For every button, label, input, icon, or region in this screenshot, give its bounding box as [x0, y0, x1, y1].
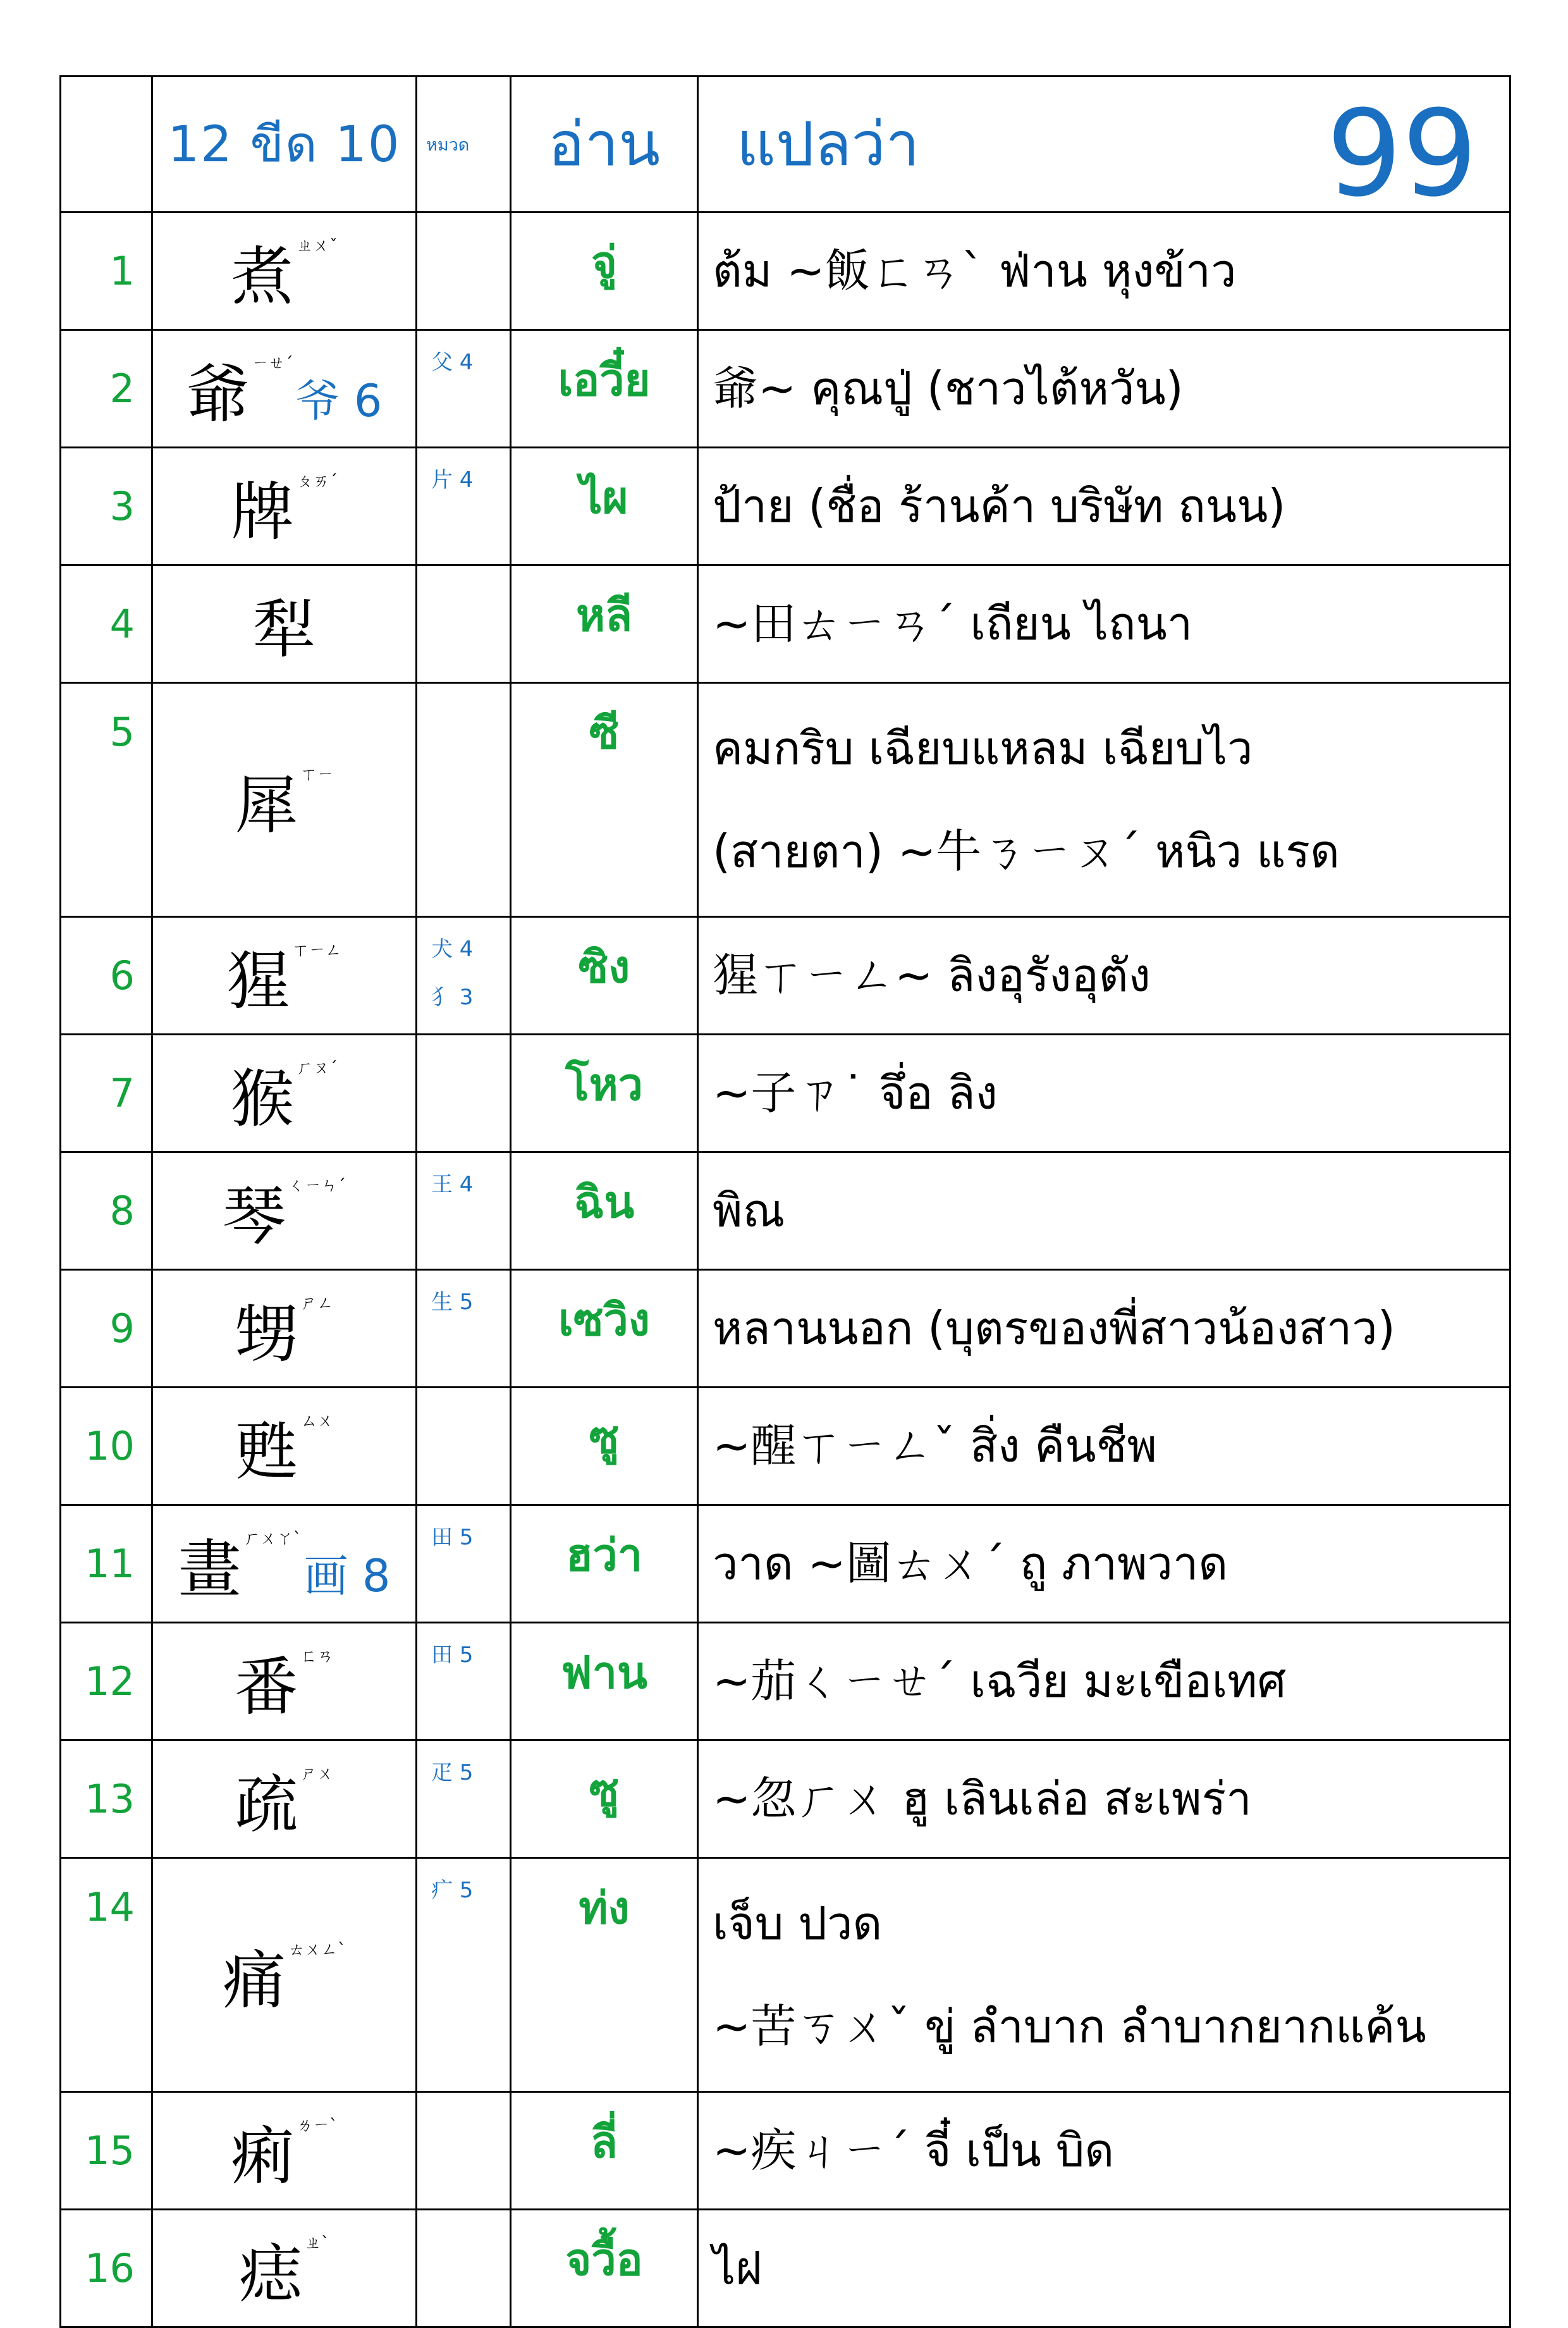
thai-reading: หลี: [511, 565, 698, 683]
radical-cell: 田 5: [417, 1505, 511, 1623]
meaning-line: (สายตา) ~牛ㄋㄧㄡˊ หนิว แรด: [713, 824, 1340, 878]
table-row: [61, 1388, 1510, 1505]
hanzi-character: 犁: [252, 592, 316, 667]
thai-reading: จู่: [511, 212, 698, 330]
thai-reading: โหว: [511, 1035, 698, 1152]
character-cell: [152, 1152, 417, 1270]
thai-reading: ซู: [511, 1388, 698, 1505]
hanzi-character: 甥: [235, 1296, 298, 1371]
hanzi-character: 琴: [222, 1179, 286, 1253]
character-cell: [152, 2092, 417, 2210]
radical-cell: 田 5: [417, 1623, 511, 1740]
meaning-cell: [698, 1505, 1510, 1623]
table-row: [61, 330, 1510, 448]
header-strokes: 12 ขีด 10: [152, 77, 417, 212]
table-row: [61, 2210, 1510, 2327]
hanzi-character: 猩: [226, 944, 290, 1018]
radical-cell: [417, 683, 511, 917]
zhuyin: ㄕㄥ: [300, 1293, 334, 1313]
character-cell: [152, 1035, 417, 1152]
radical-cell: 父 4: [417, 330, 511, 448]
zhuyin: ㄧㄝˊ: [252, 354, 293, 373]
header-meaning: [698, 77, 1510, 223]
table-row: [61, 1152, 1510, 1270]
table-row: [61, 1270, 1510, 1388]
radical-cell: [417, 212, 511, 330]
radical-cell: 王 4: [417, 1152, 511, 1270]
radical-cell: [417, 565, 511, 683]
row-number: 1: [61, 212, 152, 330]
thai-reading: ฮว่า: [511, 1505, 698, 1623]
row-number: 5: [61, 683, 152, 917]
table-row: [61, 683, 1510, 917]
table-row: [61, 2092, 1510, 2210]
hanzi-character: 煮: [230, 239, 294, 314]
header-reading: อ่าน: [511, 77, 698, 212]
table-row: [61, 1035, 1510, 1152]
meaning-line: ป้าย (ชื่อ ร้านค้า บริษัท ถนน): [713, 479, 1286, 533]
hanzi-character: 爺: [186, 357, 250, 431]
hanzi-character: 痣: [238, 2236, 302, 2311]
meaning-line: ไฝ: [713, 2241, 763, 2294]
meaning-line: ~田ㄊㄧㄢˊ เถียน ไถนา: [713, 597, 1193, 650]
meaning-cell: [698, 2092, 1510, 2210]
zhuyin: ㄊㄨㄥˋ: [288, 1940, 346, 1959]
row-number: 7: [61, 1035, 152, 1152]
row-number: 13: [61, 1740, 152, 1858]
zhuyin: ㄆㄞˊ: [296, 471, 338, 491]
thai-reading: ลี่: [511, 2092, 698, 2210]
thai-reading: เซวิง: [511, 1270, 698, 1388]
hanzi-character: 牌: [230, 474, 294, 549]
character-cell: [152, 1388, 417, 1505]
character-cell: [152, 1858, 417, 2092]
zhuyin: ㄒㄧ: [300, 765, 334, 784]
hanzi-character: 痛: [222, 1943, 286, 2017]
row-number: 4: [61, 565, 152, 683]
table-row: [61, 1740, 1510, 1858]
table-row: [61, 448, 1510, 565]
meaning-line: ~疾ㄐㄧˊ จี๋ เป็น บิด: [713, 2124, 1115, 2177]
character-cell: [152, 1505, 417, 1623]
radical-cell: 犬 4 犭 3: [417, 917, 511, 1035]
hanzi-character: 番: [235, 1649, 298, 1724]
character-cell: [152, 1270, 417, 1388]
thai-reading: จวื้อ: [511, 2210, 698, 2327]
row-number: 8: [61, 1152, 152, 1270]
radical-cell: 片 4: [417, 448, 511, 565]
meaning-cell: [698, 1623, 1510, 1740]
zhuyin: ㄓˋ: [304, 2233, 329, 2253]
hanzi-character: 犀: [235, 768, 298, 842]
hanzi-character: 痢: [230, 2119, 294, 2193]
row-number: 2: [61, 330, 152, 448]
table-row: [61, 1505, 1510, 1623]
meaning-cell: [698, 1152, 1510, 1270]
row-number: 15: [61, 2092, 152, 2210]
table-row: [61, 1858, 1510, 2092]
radical-cell: 疒 5: [417, 1858, 511, 2092]
meaning-line: ~子ㄗ˙ จึ่อ ลิง: [713, 1066, 998, 1119]
radical-cell: [417, 2092, 511, 2210]
meaning-line: ~醒ㄒㄧㄥˇ สิ่ง คืนชีพ: [713, 1419, 1157, 1472]
header-blank: [61, 77, 152, 212]
zhuyin: ㄕㄨ: [300, 1764, 334, 1783]
radical-cell: 生 5: [417, 1270, 511, 1388]
radical-cell: 疋 5: [417, 1740, 511, 1858]
row-number: 12: [61, 1623, 152, 1740]
zhuyin: ㄒㄧㄥ: [292, 940, 342, 960]
meaning-line: หลานนอก (บุตรของพี่สาวน้องสาว): [713, 1302, 1395, 1355]
thai-reading: เอวี๋ย: [511, 330, 698, 448]
hanzi-character: 甦: [235, 1414, 298, 1489]
character-cell: [152, 330, 417, 448]
meaning-line: ~茄ㄑㄧㄝˊ เฉวีย มะเขือเทศ: [713, 1654, 1287, 1708]
thai-reading: ซู: [511, 1740, 698, 1858]
zhuyin: ㄙㄨ: [300, 1411, 334, 1431]
meaning-cell: [698, 2210, 1510, 2327]
thai-reading: ซี: [511, 683, 698, 917]
vocab-table: [59, 75, 1511, 2328]
row-number: 9: [61, 1270, 152, 1388]
header-meaning-label: แปลว่า: [737, 109, 920, 180]
header-radical: หมวด: [417, 77, 511, 212]
meaning-line: วาด ~圖ㄊㄨˊ ถู ภาพวาด: [713, 1537, 1228, 1590]
radical-cell: [417, 2210, 511, 2327]
row-number: 10: [61, 1388, 152, 1505]
zhuyin: ㄑㄧㄣˊ: [288, 1176, 346, 1195]
meaning-cell: [698, 683, 1510, 917]
meaning-line: ~苦ㄎㄨˇ ขู่ ลำบาก ลำบากยากแค้น: [713, 1999, 1426, 2053]
zhuyin: ㄏㄡˊ: [296, 1058, 338, 1078]
row-number: 14: [61, 1858, 152, 2092]
zhuyin: ㄌㄧˋ: [296, 2116, 338, 2135]
meaning-line: ~忽ㄏㄨ ฮู เลินเล่อ สะเพร่า: [713, 1772, 1252, 1825]
meaning-line: 爺~ คุณปู่ (ชาวไต้หวัน): [713, 362, 1184, 415]
zhuyin: ㄏㄨㄚˋ: [243, 1529, 302, 1548]
row-number: 3: [61, 448, 152, 565]
row-number: 6: [61, 917, 152, 1035]
meaning-line: คมกริบ เฉียบแหลม เฉียบไว: [713, 721, 1253, 775]
thai-reading: ท่ง: [511, 1858, 698, 2092]
header-row: [61, 77, 1510, 212]
table-row: [61, 917, 1510, 1035]
character-cell: [152, 1623, 417, 1740]
hanzi-character: 猴: [230, 1061, 294, 1136]
meaning-cell: [698, 448, 1510, 565]
row-number: 16: [61, 2210, 152, 2327]
radical-cell: [417, 1388, 511, 1505]
thai-reading: ซิง: [511, 917, 698, 1035]
meaning-line: พิณ: [713, 1184, 785, 1237]
character-cell: [152, 448, 417, 565]
meaning-line: 猩ㄒㄧㄥ~ ลิงอุรังอุตัง: [713, 949, 1151, 1002]
simplified-form: 爷 6: [295, 374, 383, 427]
character-cell: [152, 565, 417, 683]
zhuyin: ㄈㄢ: [300, 1646, 334, 1666]
hanzi-character: 畫: [178, 1532, 242, 1606]
meaning-cell: [698, 1858, 1510, 2092]
character-cell: [152, 683, 417, 917]
page-number: 99: [1326, 85, 1478, 223]
zhuyin: ㄓㄨˇ: [296, 236, 338, 256]
table-row: [61, 1623, 1510, 1740]
table-row: [61, 212, 1510, 330]
row-number: 11: [61, 1505, 152, 1623]
character-cell: [152, 917, 417, 1035]
table-row: [61, 565, 1510, 683]
meaning-cell: [698, 1035, 1510, 1152]
character-cell: [152, 212, 417, 330]
meaning-cell: [698, 917, 1510, 1035]
radical-cell: [417, 1035, 511, 1152]
meaning-cell: [698, 212, 1510, 330]
meaning-cell: [698, 565, 1510, 683]
thai-reading: ฟาน: [511, 1623, 698, 1740]
thai-reading: ไผ: [511, 448, 698, 565]
meaning-cell: [698, 1270, 1510, 1388]
character-cell: [152, 2210, 417, 2327]
character-cell: [152, 1740, 417, 1858]
meaning-cell: [698, 1388, 1510, 1505]
meaning-cell: [698, 1740, 1510, 1858]
hanzi-character: 疏: [235, 1767, 298, 1842]
thai-reading: ฉิน: [511, 1152, 698, 1270]
simplified-form: 画 8: [303, 1549, 391, 1602]
meaning-cell: [698, 330, 1510, 448]
meaning-line: ต้ม ~飯ㄈㄢˋ ฟ่าน หุงข้าว: [713, 244, 1237, 297]
meaning-line: เจ็บ ปวด: [713, 1896, 883, 1950]
